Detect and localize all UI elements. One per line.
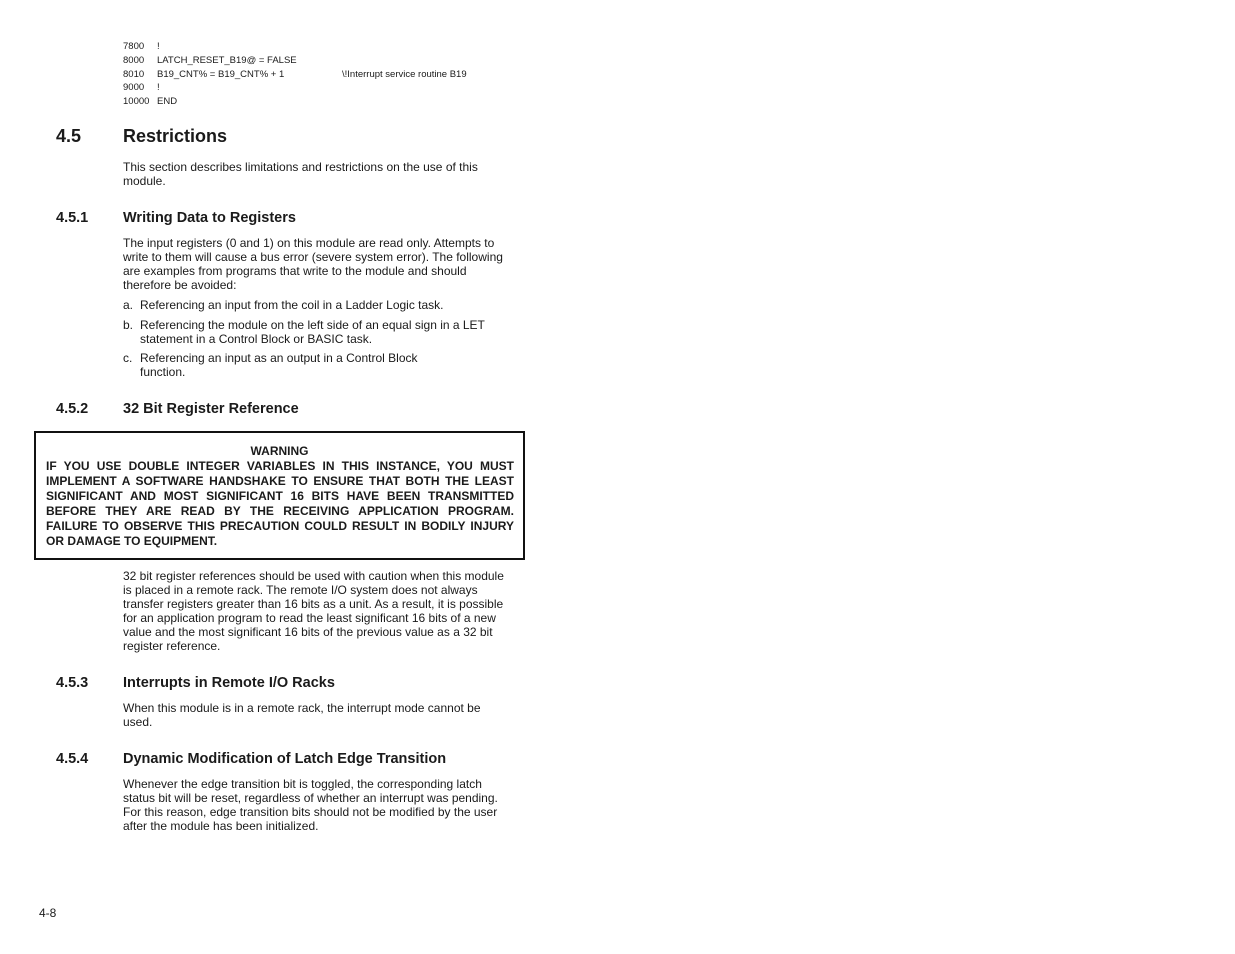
warning-text: IF YOU USE DOUBLE INTEGER VARIABLES IN THIS INSTANCE, YOU MUST IMPLEMENT A SOFTWARE HANDSHAKE TO ENSURE THAT BOTH THE LEAST SIGNIFICANT AND MOST SIGNIFICANT 16 BITS HAVE BEEN TRANSMITTED BEFORE THEY ARE READ BY THE RECEIVING APPLICATION PROGRAM. FAILURE TO OBSERVE THIS PRECAUTION COULD RESULT IN BODILY INJURY OR DAMAGE TO EQUIPMENT. (46, 459, 514, 548)
page-number: 4-8 (39, 906, 57, 920)
code-line-text: ! (157, 82, 160, 94)
list-item-label: a. (123, 298, 134, 312)
code-line-text: ! (157, 41, 160, 52)
list-item-text: Referencing an input as an output in a Control Block function. (140, 351, 418, 379)
section-body: The input registers (0 and 1) on this module are read only. Attempts to write to them will cause a bus error (severe system error). The following are examples from programs that write to the module and should therefore be avoided: (123, 236, 503, 292)
list-item (123, 351, 452, 379)
section-number: 4.5.1 (56, 210, 89, 226)
section-title: Dynamic Modification of Latch Edge Transition (123, 751, 447, 767)
section-body: When this module is in a remote rack, the interrupt mode cannot be used. (123, 701, 481, 729)
warning-box (34, 431, 525, 560)
code-line-number: 10000 (123, 96, 150, 108)
code-line-number: 7800 (123, 41, 145, 52)
list-item-text: Referencing an input from the coil in a Ladder Logic task. (140, 298, 444, 312)
section-title: 32 Bit Register Reference (123, 401, 299, 417)
section-heading-4-5 (56, 126, 227, 147)
section-heading-4-5-4 (56, 751, 446, 767)
code-line-text: LATCH_RESET_B19@ = FALSE (157, 54, 297, 66)
code-line-number: 9000 (123, 82, 145, 94)
code-line (123, 81, 467, 95)
list-item (123, 298, 510, 312)
warning-title: WARNING (250, 444, 309, 458)
section-body: Whenever the edge transition bit is toggled, the corresponding latch status bit will be reset, regardless of whether an interrupt was pending. For this reason, edge transition bits should not be modified by the user after the module has been initialized. (123, 777, 498, 833)
section-title: Restrictions (123, 126, 228, 146)
code-line-text: END (157, 96, 178, 108)
section-number: 4.5.2 (56, 401, 89, 417)
code-line-text: B19_CNT% = B19_CNT% + 1 (157, 68, 285, 80)
section-body: 32 bit register references should be used with caution when this module is placed in a remote rack. The remote I/O system does not always transfer registers greater than 16 bits as a unit. As a result, it is possible for an application program to read the least significant 16 bits of a new value and the most significant 16 bits of the previous value as a 32 bit register reference. (123, 569, 504, 653)
section-heading-4-5-1 (56, 210, 296, 226)
section-heading-4-5-2 (56, 401, 299, 417)
list-item-label: c. (123, 351, 133, 365)
code-line-number: 8000 (123, 54, 145, 66)
section-title: Writing Data to Registers (123, 210, 296, 226)
code-listing (123, 40, 467, 109)
section-number: 4.5.4 (56, 751, 89, 767)
list-item-label: b. (123, 318, 134, 332)
section-number: 4.5 (56, 126, 82, 146)
code-line-comment: \!Interrupt service routine B19 (342, 68, 467, 80)
code-line-number: 8010 (123, 68, 145, 80)
code-line (123, 40, 467, 54)
section-heading-4-5-3 (56, 675, 335, 691)
code-line (123, 54, 467, 68)
list-item-text: Referencing the module on the left side of an equal sign in a LET statement in a Control Block or BASIC task. (140, 318, 485, 346)
section-intro: This section describes limitations and restrictions on the use of this module. (123, 160, 478, 188)
code-line (123, 95, 467, 109)
code-line (123, 68, 467, 82)
list-item (123, 318, 495, 346)
section-title: Interrupts in Remote I/O Racks (123, 675, 335, 691)
section-number: 4.5.3 (56, 675, 89, 691)
